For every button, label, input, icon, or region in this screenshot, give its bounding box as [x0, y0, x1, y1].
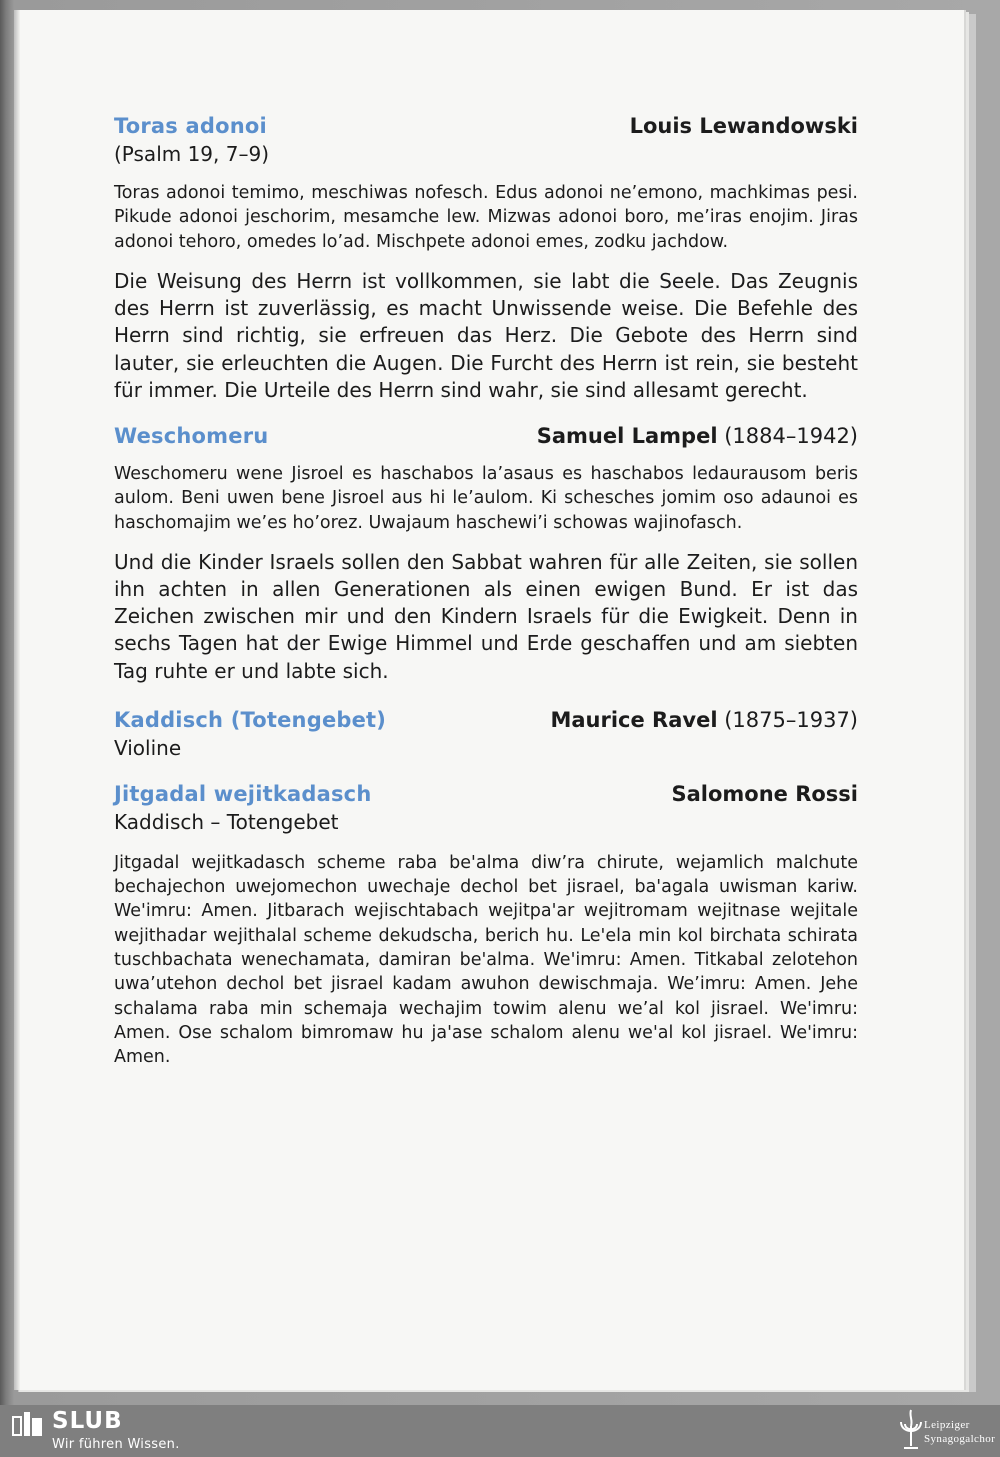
menorah-logo-icon [898, 1408, 924, 1452]
transliteration-text: Weschomeru wene Jisroel es haschabos la’asaus es haschabos ledaurausom beris aulom. Beni uwen bene Jisroel aus hi le’aulom. Ki schesches jomim oso adaunoi es haschomajim we’es ho’orez. Uwajaum haschewi’i schowas wajinofasch. [114, 463, 858, 533]
library-name: SLUB [52, 1408, 123, 1434]
choir-name-line2: Synagogalchor [924, 1433, 996, 1445]
german-translation: Und die Kinder Israels sollen den Sabbat wahren für alle Zeiten, sie sollen ihn achten in allen Generationen als einen ewigen Bund. Er ist das Zeichen zwischen mir und den Kindern Israels für die Ewigkeit. Denn in sechs Tagen hat der Ewige Himmel und Erde geschaffen und am siebten Tag ruhte er und labte sich. [114, 549, 858, 683]
section-kaddisch-ravel [114, 706, 858, 762]
piece-title: Jitgadal wejitkadasch [114, 781, 372, 806]
composer-name: Samuel Lampel [536, 423, 718, 448]
piece-title: Toras adonoi [114, 114, 267, 138]
composer-years: (1884–1942) [724, 423, 858, 448]
section-heading [114, 112, 858, 140]
transliteration-text: Jitgadal wejitkadasch scheme raba be'alma diw’ra chirute, wejamlich malchute bechajechon uwejomechon uwechaje dechol bet jisrael, ba'agala uwisman kariw. We'imru: Amen. Jitbarach wejischtabach wejitpa'ar wejitromam wejitnase wejitale wejithadar wejithalal scheme dekudscha, berich hu. Le'ela min kol birchata schirata tuschbachata wenechamata, damiran be'alma. We'imru: Amen. Titkabal zelotehon uwa’utehon dechol bet jisrael kadam awuhon dewischmaja. We’imru: Amen. Jehe schalama raba min schemaja wechajim towim alenu we’al kol jisrael. We'imru: Amen. Ose schalom bimromaw hu ja'ase schalom alenu we'al kol jisrael. We'imru: Amen. [114, 852, 858, 1068]
piece-title: Weschomeru [114, 423, 269, 448]
page-content [114, 112, 858, 1069]
section-toras-adonoi [114, 112, 858, 404]
composer-years: (1875–1937) [724, 707, 858, 732]
section-heading [114, 780, 858, 808]
composer-block [550, 706, 858, 734]
choir-name-line1: Leipziger [924, 1419, 970, 1431]
section-heading [114, 706, 858, 734]
section-weschomeru [114, 422, 858, 685]
composer-name: Maurice Ravel [550, 707, 718, 732]
transliteration-text: Toras adonoi temimo, meschiwas nofesch. Edus adonoi ne’emono, machkimas pesi. Pikude adonoi jeschorim, mesamche lew. Mizwas adonoi boro, me’iras enojim. Jiras adonoi tehoro, omedes lo’ad. Mischpete adonoi emes, zodku jachdow. [114, 183, 858, 252]
choir-name [924, 1418, 995, 1446]
library-tagline: Wir führen Wissen. [52, 1437, 180, 1452]
page-fold-edge [14, 10, 20, 1390]
composer-name: Salomone Rossi [671, 781, 858, 806]
slub-logo-icon [12, 1412, 42, 1438]
composer-name: Louis Lewandowski [629, 114, 858, 138]
section-heading [114, 422, 858, 450]
piece-title: Kaddisch (Totengebet) [114, 707, 387, 732]
german-translation: Die Weisung des Herrn ist vollkommen, sie labt die Seele. Das Zeugnis des Herrn ist zuverlässig, es macht Unwissende weise. Die Befehle des Herrn sind richtig, sie erfreuen das Herz. Die Gebote des Herrn sind lauter, sie erleuchten die Augen. Die Furcht des Herrn ist rein, sie besteht für immer. Die Urteile des Herrn sind wahr, sie sind allesamt gerecht. [114, 268, 858, 402]
piece-subtitle: (Psalm 19, 7–9) [114, 142, 269, 166]
section-jitgadal [114, 780, 858, 1070]
piece-subtitle: Kaddisch – Totengebet [114, 809, 339, 834]
composer-block [537, 422, 858, 450]
piece-subtitle: Violine [114, 735, 182, 760]
